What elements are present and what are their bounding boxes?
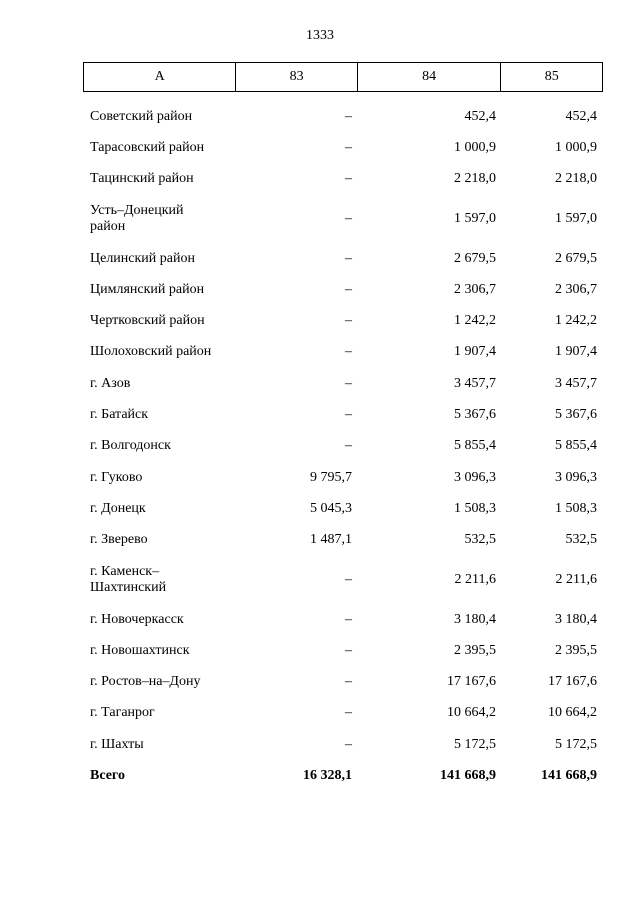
cell-83: – [345, 642, 352, 658]
header-cell-85: 85 [544, 69, 559, 84]
row-name: г. Донецк [90, 500, 146, 516]
cell-84: 532,5 [464, 532, 496, 548]
row-name: г. Гуково [90, 469, 143, 485]
cell-85: 2 306,7 [555, 281, 597, 297]
cell-84: 5 855,4 [454, 438, 496, 454]
table-row [83, 604, 603, 635]
cell-85: 1 597,0 [555, 210, 597, 226]
cell-84: 10 664,2 [447, 705, 496, 721]
cell-84: 1 000,9 [454, 139, 496, 155]
cell-83: – [345, 344, 352, 360]
row-name: г. Новочеркасск [90, 611, 184, 627]
table-body [83, 101, 603, 792]
total-cell-85: 141 668,9 [541, 767, 597, 783]
cell-85: 452,4 [565, 108, 597, 124]
table-row [83, 635, 603, 666]
cell-84: 1 242,2 [454, 313, 496, 329]
table-row [83, 305, 603, 336]
row-name: Цимлянский район [90, 281, 205, 297]
table-row [83, 666, 603, 697]
row-name: г. Волгодонск [90, 438, 171, 454]
cell-85: 2 679,5 [555, 250, 597, 266]
cell-85: 10 664,2 [548, 705, 597, 721]
cell-84: 2 679,5 [454, 250, 496, 266]
cell-83: – [345, 108, 352, 124]
row-name: г. Ростов–на–Дону [90, 674, 201, 690]
row-name-line: район [90, 218, 126, 234]
cell-84: 2 395,5 [454, 642, 496, 658]
row-name-line: г. Каменск– [90, 563, 160, 579]
cell-83: – [345, 736, 352, 752]
row-name-line: Шахтинский [90, 579, 167, 595]
cell-85: 5 172,5 [555, 736, 597, 752]
cell-85: 1 907,4 [555, 344, 597, 360]
row-name: г. Зверево [90, 532, 148, 548]
row-name: Чертковский район [90, 313, 205, 329]
row-name: г. Шахты [90, 736, 144, 752]
cell-85: 1 242,2 [555, 313, 597, 329]
cell-83: – [345, 171, 352, 187]
cell-84: 3 096,3 [454, 469, 496, 485]
cell-84: 2 218,0 [454, 171, 496, 187]
table-row [83, 525, 603, 556]
header-cell-83: 83 [236, 63, 358, 91]
cell-84: 1 597,0 [454, 210, 496, 226]
total-label: Всего [90, 767, 125, 783]
page-number: 1333 [306, 28, 334, 43]
data-table [83, 62, 603, 783]
cell-83: – [345, 250, 352, 266]
row-name: Советский район [90, 108, 193, 124]
cell-85: 2 395,5 [555, 642, 597, 658]
header-cell-84: 84 [358, 63, 501, 91]
cell-83: – [345, 674, 352, 690]
cell-85: 2 218,0 [555, 171, 597, 187]
cell-84: 1 508,3 [454, 500, 496, 516]
row-name: Тарасовский район [90, 139, 205, 155]
cell-85: 532,5 [565, 532, 597, 548]
total-cell-83: 16 328,1 [303, 767, 352, 783]
cell-84: 17 167,6 [447, 674, 496, 690]
row-name: г. Таганрог [90, 705, 155, 721]
table-row [83, 698, 603, 729]
table-row [83, 493, 603, 524]
table-row [83, 337, 603, 368]
cell-85: 1 508,3 [555, 500, 597, 516]
table-row [83, 243, 603, 274]
cell-84: 5 172,5 [454, 736, 496, 752]
total-cell-84: 141 668,9 [440, 767, 496, 783]
cell-83: 1 487,1 [310, 532, 352, 548]
table-row [83, 431, 603, 462]
cell-83: 5 045,3 [310, 500, 352, 516]
cell-83: – [345, 571, 352, 587]
cell-85: 5 855,4 [555, 438, 597, 454]
header-cell-a: А [84, 63, 236, 91]
table-row [83, 101, 603, 132]
cell-84: 5 367,6 [454, 407, 496, 423]
table-row [83, 729, 603, 760]
table-row [83, 195, 603, 243]
cell-85: 3 096,3 [555, 469, 597, 485]
total-row [83, 760, 603, 791]
cell-84: 3 457,7 [454, 375, 496, 391]
cell-83: – [345, 281, 352, 297]
cell-84: 1 907,4 [454, 344, 496, 360]
cell-85: 3 180,4 [555, 611, 597, 627]
table-row [83, 368, 603, 399]
cell-83: 9 795,7 [310, 469, 352, 485]
cell-84: 2 211,6 [454, 571, 496, 587]
cell-84: 2 306,7 [454, 281, 496, 297]
cell-84: 452,4 [464, 108, 496, 124]
row-name: г. Азов [90, 375, 131, 391]
cell-85: 2 211,6 [555, 571, 597, 587]
row-name: Шолоховский район [90, 344, 212, 360]
row-name: г. Батайск [90, 407, 149, 423]
row-name [83, 203, 236, 235]
row-name: г. Новошахтинск [90, 642, 190, 658]
cell-84: 3 180,4 [454, 611, 496, 627]
table-header [83, 62, 603, 92]
cell-83: – [345, 611, 352, 627]
table-row [83, 274, 603, 305]
row-name-line: Усть–Донецкий [90, 202, 184, 218]
cell-83: – [345, 407, 352, 423]
table-row [83, 132, 603, 163]
cell-83: – [345, 210, 352, 226]
cell-83: – [345, 375, 352, 391]
table-row [83, 399, 603, 430]
cell-85: 1 000,9 [555, 139, 597, 155]
table-row [83, 164, 603, 195]
table-row [83, 462, 603, 493]
cell-83: – [345, 313, 352, 329]
row-name: Тацинский район [90, 171, 194, 187]
row-name: Целинский район [90, 250, 195, 266]
cell-83: – [345, 438, 352, 454]
cell-85: 5 367,6 [555, 407, 597, 423]
cell-85: 17 167,6 [548, 674, 597, 690]
cell-83: – [345, 705, 352, 721]
cell-83: – [345, 139, 352, 155]
table-row [83, 556, 603, 604]
cell-85: 3 457,7 [555, 375, 597, 391]
row-name [83, 564, 236, 596]
